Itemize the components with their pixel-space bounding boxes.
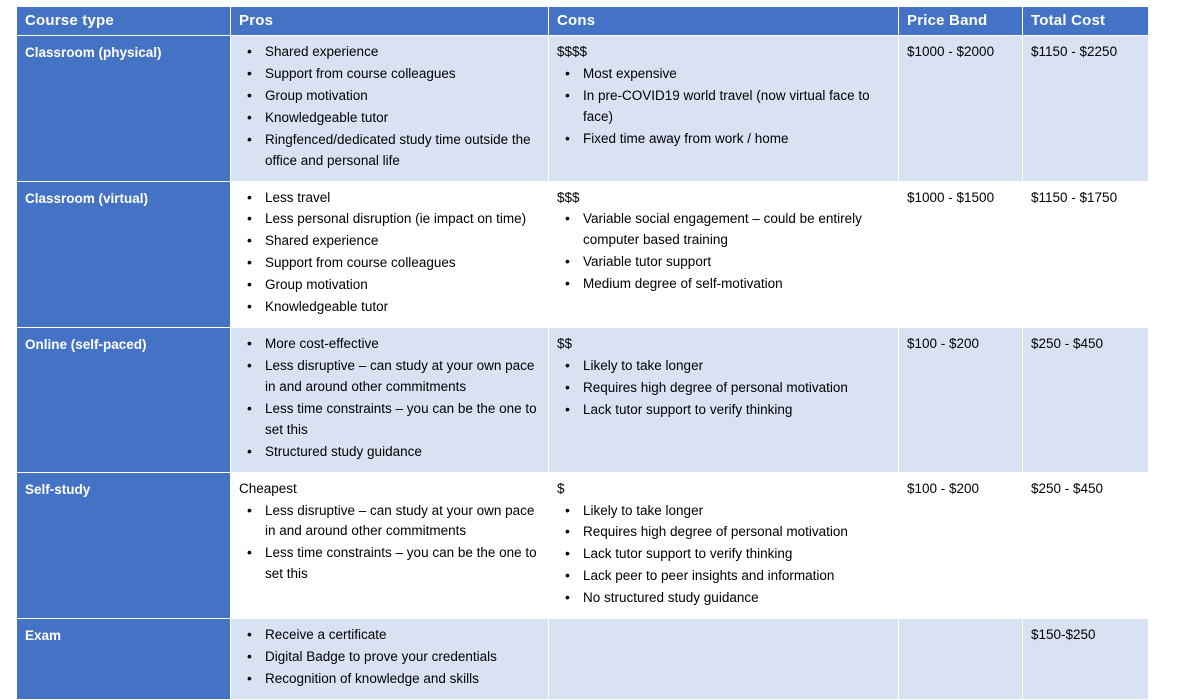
course-type-cell: Classroom (physical)	[17, 36, 231, 182]
price-band-value: $100 - $200	[907, 336, 980, 352]
list-item: • Lack tutor support to verify thinking	[557, 544, 890, 565]
list-item: • Support from course colleagues	[239, 64, 540, 85]
price-band-cell	[899, 619, 1023, 700]
pros-list	[239, 334, 540, 463]
list-item: • Lack tutor support to verify thinking	[557, 400, 890, 421]
total-cost-cell	[1023, 36, 1149, 182]
list-item: • Knowledgeable tutor	[239, 108, 540, 129]
course-comparison-table-wrapper	[16, 6, 1148, 700]
pros-list	[239, 625, 540, 690]
price-indicator-text: $$$	[557, 189, 580, 205]
list-item: • More cost-effective	[239, 334, 540, 355]
price-band-cell	[899, 328, 1023, 473]
pros-cell	[231, 619, 549, 700]
price-band-cell	[899, 36, 1023, 182]
list-item: • Less travel	[239, 188, 540, 209]
list-item: • Likely to take longer	[557, 501, 890, 522]
column-header-pros: Pros	[231, 7, 549, 36]
list-item: • Lack peer to peer insights and information	[557, 566, 890, 587]
pros-cell	[231, 181, 549, 328]
list-item: • Fixed time away from work / home	[557, 129, 890, 150]
total-cost-value: $150-$250	[1031, 627, 1096, 643]
list-item: • Variable tutor support	[557, 252, 890, 273]
list-item: • Requires high degree of personal motivation	[557, 378, 890, 399]
table-header-row	[17, 7, 1149, 36]
column-header-price-band: Price Band	[899, 7, 1023, 36]
total-cost-cell	[1023, 619, 1149, 700]
pros-lead-text: Cheapest	[239, 480, 297, 496]
cons-list	[557, 64, 890, 150]
list-item: • No structured study guidance	[557, 588, 890, 609]
list-item: • Less personal disruption (ie impact on time)	[239, 209, 540, 230]
cons-cell	[549, 181, 899, 328]
cons-list	[557, 356, 890, 421]
price-band-cell	[899, 472, 1023, 619]
course-type-cell: Classroom (virtual)	[17, 181, 231, 328]
table-row	[17, 472, 1149, 619]
pros-list	[239, 42, 540, 172]
list-item: • Less time constraints – you can be the one to set this	[239, 399, 540, 441]
table-body	[17, 36, 1149, 700]
pros-cell	[231, 36, 549, 182]
list-item: • Support from course colleagues	[239, 253, 540, 274]
price-band-value: $1000 - $1500	[907, 189, 995, 205]
cons-list	[557, 501, 890, 610]
price-indicator-text: $$$$	[557, 44, 588, 59]
price-band-value: $1000 - $2000	[907, 44, 995, 59]
cons-cell	[549, 619, 899, 700]
course-type-cell: Exam	[17, 619, 231, 700]
list-item: • Less time constraints – you can be the one to set this	[239, 543, 540, 585]
list-item: • Less disruptive – can study at your own pace in and around other commitments	[239, 501, 540, 543]
list-item: • Most expensive	[557, 64, 890, 85]
pros-list	[239, 501, 540, 586]
list-item: • Knowledgeable tutor	[239, 297, 540, 318]
total-cost-value: $1150 - $2250	[1031, 44, 1118, 59]
table-row	[17, 36, 1149, 182]
column-header-total-cost: Total Cost	[1023, 7, 1149, 36]
list-item: • Recognition of knowledge and skills	[239, 669, 540, 690]
total-cost-cell	[1023, 328, 1149, 473]
total-cost-value: $1150 - $1750	[1031, 189, 1118, 205]
table-row	[17, 181, 1149, 328]
table-row	[17, 619, 1149, 700]
pros-cell	[231, 472, 549, 619]
list-item: • Group motivation	[239, 86, 540, 107]
cons-cell	[549, 36, 899, 182]
pros-cell	[231, 328, 549, 473]
cons-list	[557, 209, 890, 295]
column-header-course-type: Course type	[17, 7, 231, 36]
course-type-cell: Online (self-paced)	[17, 328, 231, 473]
price-indicator-text: $$	[557, 336, 573, 352]
pros-list	[239, 188, 540, 319]
price-band-cell	[899, 181, 1023, 328]
list-item: • Structured study guidance	[239, 442, 540, 463]
list-item: • Medium degree of self-motivation	[557, 274, 890, 295]
table-row	[17, 328, 1149, 473]
list-item: • Receive a certificate	[239, 625, 540, 646]
cons-cell	[549, 328, 899, 473]
list-item: • Group motivation	[239, 275, 540, 296]
price-indicator-text: $	[557, 480, 565, 496]
column-header-cons: Cons	[549, 7, 899, 36]
list-item: • Likely to take longer	[557, 356, 890, 377]
course-comparison-table	[16, 6, 1149, 700]
list-item: • In pre-COVID19 world travel (now virtual face to face)	[557, 86, 890, 128]
list-item: • Less disruptive – can study at your own pace in and around other commitments	[239, 356, 540, 398]
list-item: • Shared experience	[239, 42, 540, 63]
list-item: • Variable social engagement – could be entirely computer based training	[557, 209, 890, 251]
total-cost-value: $250 - $450	[1031, 336, 1104, 352]
price-band-value: $100 - $200	[907, 480, 980, 496]
course-type-cell: Self-study	[17, 472, 231, 619]
table-header	[17, 7, 1149, 36]
list-item: • Digital Badge to prove your credentials	[239, 647, 540, 668]
total-cost-cell	[1023, 181, 1149, 328]
cons-cell	[549, 472, 899, 619]
total-cost-value: $250 - $450	[1031, 480, 1104, 496]
total-cost-cell	[1023, 472, 1149, 619]
list-item: • Shared experience	[239, 231, 540, 252]
list-item: • Ringfenced/dedicated study time outside the office and personal life	[239, 130, 540, 172]
list-item: • Requires high degree of personal motivation	[557, 522, 890, 543]
